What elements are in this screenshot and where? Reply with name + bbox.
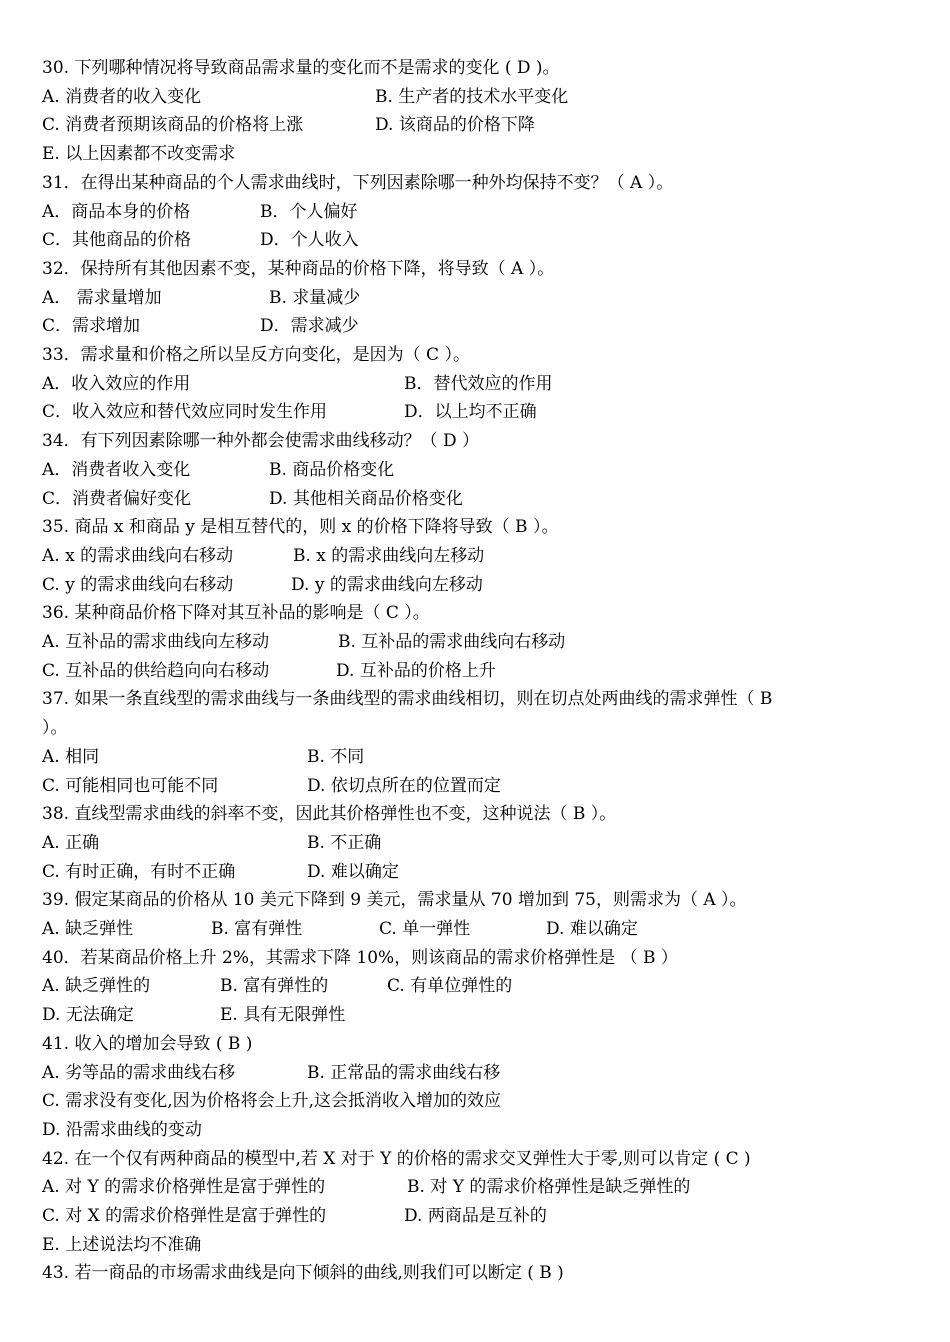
option-text: D．个人收入 xyxy=(260,230,359,251)
line-text: A． 需求量增加 xyxy=(42,287,162,308)
text-line xyxy=(42,1116,920,1145)
text-line xyxy=(42,370,920,399)
text-line xyxy=(42,1231,920,1260)
line-text: 42. 在一个仅有两种商品的模型中,若 X 对于 Y 的价格的需求交叉弹性大于零,则可以肯定 ( C ) xyxy=(42,1148,751,1169)
text-line xyxy=(42,571,920,600)
text-line xyxy=(42,83,920,112)
text-line xyxy=(42,1173,920,1202)
line-text: C. 对 X 的需求价格弹性是富于弹性的 xyxy=(42,1206,327,1226)
option-text: B. x 的需求曲线向左移动 xyxy=(293,545,485,566)
line-text: ）。 xyxy=(42,718,68,739)
line-text: 34．有下列因素除哪一种外都会使需求曲线移动？（ D ） xyxy=(42,431,480,452)
text-line xyxy=(42,140,920,169)
text-line xyxy=(42,772,920,801)
option-text: B. 求量减少 xyxy=(269,287,361,308)
text-line xyxy=(42,628,920,657)
line-text: C. 消费者预期该商品的价格将上涨 xyxy=(42,115,304,136)
text-line xyxy=(42,944,920,973)
text-line xyxy=(42,312,920,341)
line-text: 43. 若一商品的市场需求曲线是向下倾斜的曲线,则我们可以断定 ( B ) xyxy=(42,1263,564,1284)
line-text: C. 互补品的供给趋向向右移动 xyxy=(42,660,270,681)
line-text: A. 互补品的需求曲线向左移动 xyxy=(42,632,270,652)
text-line xyxy=(42,54,920,83)
line-text: A. 正确 xyxy=(42,832,100,853)
line-text: C．需求增加 xyxy=(42,316,141,337)
line-text: A. 缺乏弹性的 xyxy=(42,976,151,997)
option-text: D．需求减少 xyxy=(260,316,359,337)
option-text: B. 不同 xyxy=(307,746,365,767)
text-line xyxy=(42,513,920,542)
option-text: D. 其他相关商品价格变化 xyxy=(269,488,463,509)
text-line xyxy=(42,255,920,284)
text-line xyxy=(42,1259,920,1288)
line-text: 32．保持所有其他因素不变，某种商品的价格下降，将导致（ A ）。 xyxy=(42,258,555,279)
line-text: 37. 如果一条直线型的需求曲线与一条曲线型的需求曲线相切，则在切点处两曲线的需求弹性（ B xyxy=(42,689,773,710)
line-text: A. 劣等品的需求曲线右移 xyxy=(42,1062,236,1083)
line-text: 35. 商品 x 和商品 y 是相互替代的，则 x 的价格下降将导致（ B ）。 xyxy=(42,517,559,538)
text-line xyxy=(42,1001,920,1030)
option-text: D. 依切点所在的位置而定 xyxy=(307,775,501,796)
line-text: A．收入效应的作用 xyxy=(42,373,191,394)
option-text: B. 对 Y 的需求价格弹性是缺乏弹性的 xyxy=(407,1177,691,1198)
option-text: B. 生产者的技术水平变化 xyxy=(375,86,569,107)
line-text: C. y 的需求曲线向右移动 xyxy=(42,574,234,595)
line-text: A．商品本身的价格 xyxy=(42,201,191,222)
text-line xyxy=(42,743,920,772)
text-line xyxy=(42,427,920,456)
text-line xyxy=(42,284,920,313)
line-text: A. 消费者的收入变化 xyxy=(42,86,202,107)
line-text: E. 以上因素都不改变需求 xyxy=(42,144,236,165)
text-line xyxy=(42,657,920,686)
option-text: B．个人偏好 xyxy=(260,201,358,222)
line-text: A. 相同 xyxy=(42,746,100,767)
option-text: B. 富有弹性的 xyxy=(220,976,329,997)
text-line xyxy=(42,169,920,198)
line-text: A. 缺乏弹性 xyxy=(42,919,134,939)
line-text: C．收入效应和替代效应同时发生作用 xyxy=(42,402,328,423)
text-line xyxy=(42,800,920,829)
text-line xyxy=(42,915,920,944)
text-line xyxy=(42,341,920,370)
line-text: 39. 假定某商品的价格从 10 美元下降到 9 美元，需求量从 70 增加到 75，则需求为（ A ）。 xyxy=(42,890,747,911)
text-line xyxy=(42,972,920,1001)
option-text: E. 具有无限弹性 xyxy=(220,1005,346,1026)
option-text: D. 互补品的价格上升 xyxy=(336,660,496,681)
line-text: C．其他商品的价格 xyxy=(42,230,192,251)
option-text: B. 正常品的需求曲线右移 xyxy=(307,1062,501,1083)
line-text: A．消费者收入变化 xyxy=(42,459,191,480)
option-text: D. 难以确定 xyxy=(546,919,638,939)
line-text: E. 上述说法均不准确 xyxy=(42,1234,202,1255)
text-line xyxy=(42,829,920,858)
line-text: 30. 下列哪种情况将导致商品需求量的变化而不是需求的变化 ( D )。 xyxy=(42,58,560,78)
text-line xyxy=(42,1202,920,1231)
line-text: 31．在得出某种商品的个人需求曲线时，下列因素除哪一种外均保持不变？（ A ）。 xyxy=(42,172,674,193)
text-line xyxy=(42,226,920,255)
option-text: C. 有单位弹性的 xyxy=(387,976,513,997)
option-text: D．以上均不正确 xyxy=(404,402,537,423)
line-text: 41. 收入的增加会导致 ( B ) xyxy=(42,1033,253,1054)
text-line xyxy=(42,714,920,743)
line-text: 38. 直线型需求曲线的斜率不变，因此其价格弹性也不变，这种说法（ B ）。 xyxy=(42,804,617,825)
text-line xyxy=(42,456,920,485)
text-line xyxy=(42,398,920,427)
text-line xyxy=(42,1030,920,1059)
text-line xyxy=(42,599,920,628)
line-text: 40．若某商品价格上升 2%，其需求下降 10%，则该商品的需求价格弹性是 （ B ） xyxy=(42,947,678,968)
line-text: C. 需求没有变化,因为价格将会上升,这会抵消收入增加的效应 xyxy=(42,1091,502,1112)
line-text: D. 沿需求曲线的变动 xyxy=(42,1119,202,1140)
option-text: D. y 的需求曲线向左移动 xyxy=(291,574,483,595)
option-text: B．替代效应的作用 xyxy=(404,373,553,394)
line-text: 36. 某种商品价格下降对其互补品的影响是（ C ）。 xyxy=(42,603,430,624)
text-line xyxy=(42,1059,920,1088)
line-text: A. x 的需求曲线向右移动 xyxy=(42,545,234,566)
text-line xyxy=(42,1145,920,1174)
option-text: B. 不正确 xyxy=(307,832,382,853)
option-text: B. 商品价格变化 xyxy=(269,459,395,480)
option-text: D. 难以确定 xyxy=(307,861,399,882)
line-text: D. 无法确定 xyxy=(42,1005,134,1026)
text-line xyxy=(42,111,920,140)
option-text: C. 单一弹性 xyxy=(379,919,471,939)
option-text: D. 该商品的价格下降 xyxy=(375,115,535,136)
text-line xyxy=(42,886,920,915)
line-text: 33．需求量和价格之所以呈反方向变化，是因为（ C ）。 xyxy=(42,345,470,365)
option-text: B. 富有弹性 xyxy=(211,919,303,939)
text-line xyxy=(42,485,920,514)
option-text: B. 互补品的需求曲线向右移动 xyxy=(338,632,566,652)
text-line xyxy=(42,858,920,887)
text-line xyxy=(42,198,920,227)
line-text: C．消费者偏好变化 xyxy=(42,488,192,509)
text-line xyxy=(42,1087,920,1116)
text-line xyxy=(42,685,920,714)
line-text: C. 有时正确，有时不正确 xyxy=(42,861,236,882)
option-text: D. 两商品是互补的 xyxy=(404,1206,547,1226)
line-text: A. 对 Y 的需求价格弹性是富于弹性的 xyxy=(42,1177,326,1198)
line-text: C. 可能相同也可能不同 xyxy=(42,775,219,796)
text-line xyxy=(42,542,920,571)
